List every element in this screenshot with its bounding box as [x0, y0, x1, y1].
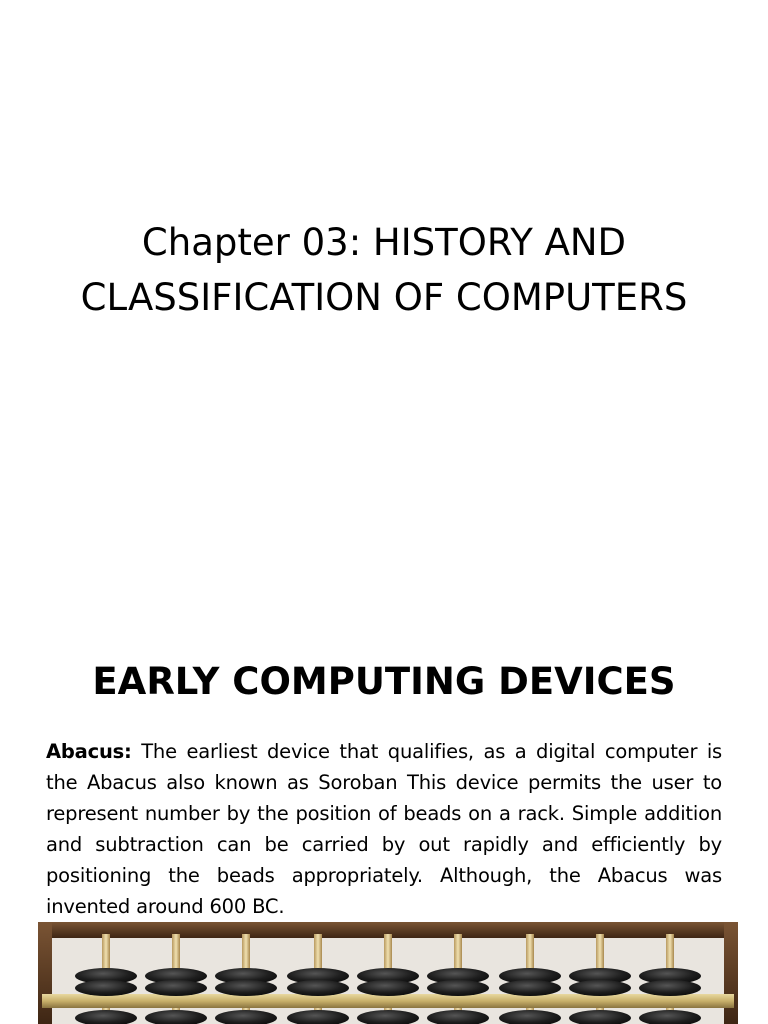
abacus-bead: [75, 980, 137, 996]
abacus-bead: [145, 980, 207, 996]
abacus-term: Abacus:: [46, 739, 132, 763]
chapter-title: [0, 215, 768, 325]
abacus-image: [38, 920, 738, 1024]
abacus-paragraph: [46, 736, 722, 922]
section-heading: EARLY COMPUTING DEVICES: [92, 659, 676, 703]
abacus-left-rail: [38, 922, 52, 1024]
abacus-bead: [287, 980, 349, 996]
abacus-bead: [357, 980, 419, 996]
abacus-bead: [639, 980, 701, 996]
abacus-bead: [569, 980, 631, 996]
abacus-right-rail: [724, 922, 738, 1024]
abacus-bead: [499, 980, 561, 996]
abacus-description: The earliest device that qualifies, as a digital computer is the Abacus also known as Soroban This device permits the user to represent number by the position of beads on a rack. Simple addition and subtraction can be carried by out rapidly and efficiently by positioning the beads appropriately. Although, the Abacus was invented around 600 BC.: [46, 739, 722, 918]
abacus-bead: [215, 980, 277, 996]
abacus-icon: [38, 920, 738, 1024]
abacus-beam: [42, 994, 734, 1008]
chapter-title-line-2: CLASSIFICATION OF COMPUTERS: [80, 275, 688, 319]
abacus-bead: [427, 980, 489, 996]
chapter-title-line-1: Chapter 03: HISTORY AND: [141, 220, 627, 264]
